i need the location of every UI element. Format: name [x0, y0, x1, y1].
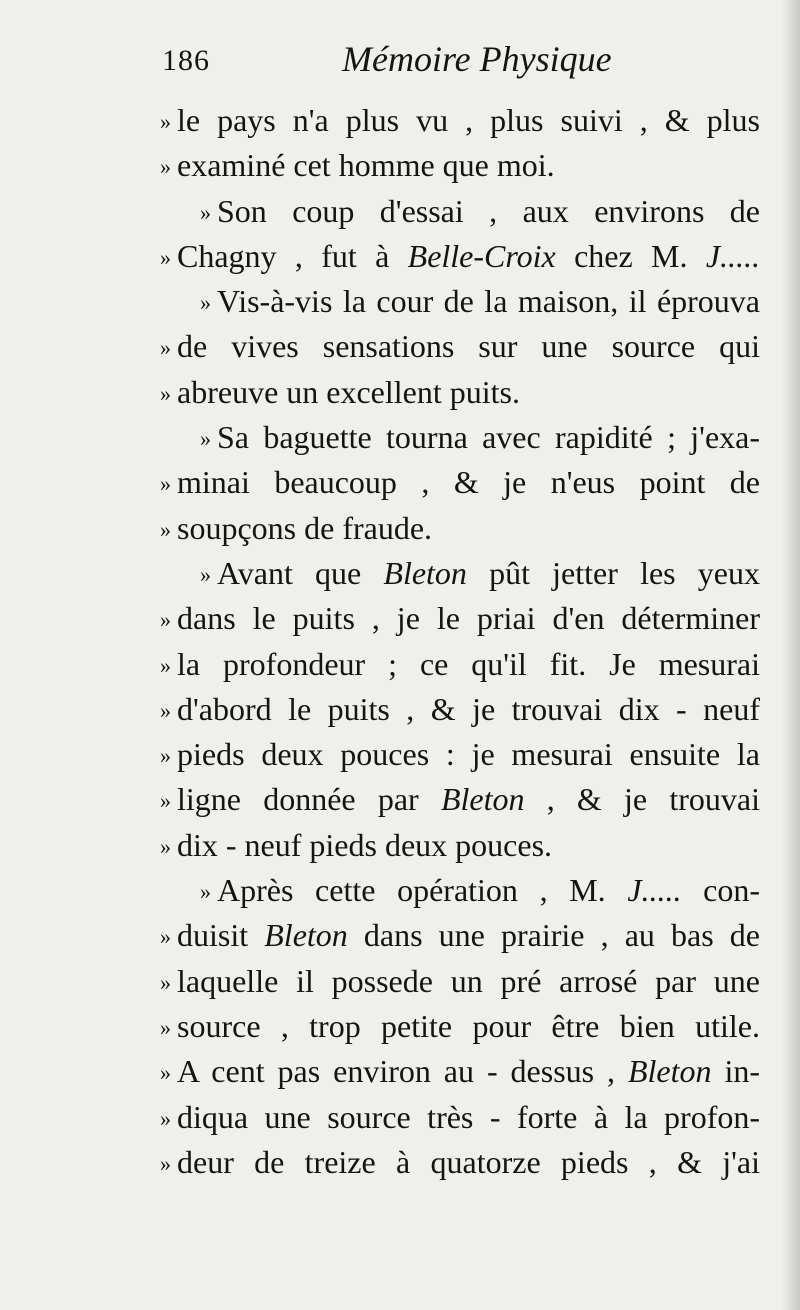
text-line — [160, 777, 760, 822]
quote-mark: » — [160, 1060, 171, 1086]
text-line — [160, 370, 760, 415]
text-line — [160, 415, 760, 460]
line-text: diqua une source très - forte à la profon- — [177, 1098, 760, 1135]
line-text: soupçons de fraude. — [177, 509, 433, 546]
text-line — [160, 1004, 760, 1049]
line-text: abreuve un excellent puits. — [177, 373, 520, 410]
line-text: Chagny , fut à — [177, 237, 408, 274]
quote-mark: » — [160, 1014, 171, 1040]
text-line — [160, 1095, 760, 1140]
quote-mark: » — [160, 109, 171, 134]
line-text: Bleton — [383, 554, 467, 591]
text-line — [160, 642, 760, 687]
line-text: Belle-Croix — [407, 237, 556, 274]
text-line — [160, 551, 760, 596]
text-line — [160, 98, 760, 143]
line-text: duisit — [177, 917, 265, 954]
quote-mark: » — [160, 833, 171, 859]
text-line — [160, 959, 760, 1004]
line-text: la profondeur ; ce qu'il fit. Je mesurai — [177, 645, 760, 682]
quote-mark: » — [160, 244, 171, 270]
text-line — [160, 868, 760, 913]
line-text: Sa baguette tourna avec rapidité ; j'exa- — [217, 419, 760, 456]
line-text: dans le puits , je le priai d'en déterminer — [177, 600, 760, 637]
quote-mark: » — [160, 1150, 171, 1176]
line-text: d'abord le puits , & je trouvai dix - neuf — [177, 690, 760, 727]
quote-mark: » — [160, 652, 171, 678]
quote-mark: » — [160, 743, 171, 769]
quote-mark: » — [200, 879, 211, 905]
line-text: pût jetter les yeux — [466, 554, 760, 591]
quote-mark: » — [160, 380, 171, 406]
page-number: 186 — [162, 44, 210, 77]
text-line — [160, 596, 760, 641]
line-text: J..... — [705, 237, 760, 274]
line-text: examiné cet homme que moi. — [177, 147, 555, 184]
text-line — [160, 823, 760, 868]
line-text: A cent pas environ au - dessus , — [177, 1053, 628, 1090]
text-line — [160, 1140, 760, 1185]
text-line — [160, 234, 760, 279]
text-line — [160, 189, 760, 234]
line-text: laquelle il possede un pré arrosé par une — [177, 962, 760, 999]
text-line — [160, 506, 760, 551]
text-line — [160, 460, 760, 505]
text-line — [160, 324, 760, 369]
quote-mark: » — [160, 607, 171, 633]
line-text: deur de treize à quatorze pieds , & j'ai — [177, 1143, 760, 1180]
text-line — [160, 687, 760, 732]
line-text: con- — [681, 872, 760, 909]
line-text: chez M. — [555, 237, 706, 274]
text-line — [160, 279, 760, 324]
quote-mark: » — [160, 471, 171, 497]
quote-mark: » — [160, 924, 171, 950]
text-line — [160, 143, 760, 188]
quote-mark: » — [200, 561, 211, 587]
line-text: Après cette opération , M. — [217, 872, 628, 909]
line-text: ligne donnée par — [177, 781, 441, 818]
line-text: , & je trouvai — [524, 781, 760, 818]
quote-mark: » — [200, 290, 211, 316]
text-line — [160, 1049, 760, 1094]
line-text: Bleton — [264, 917, 348, 954]
line-text: le pays n'a plus vu , plus suivi , & plus — [177, 102, 760, 138]
line-text: J..... — [627, 872, 682, 909]
line-text: source , trop petite pour être bien utile. — [177, 1007, 760, 1044]
line-text: Bleton — [440, 781, 525, 818]
text-line — [160, 913, 760, 958]
line-text: Son coup d'essai , aux environs de — [217, 192, 760, 229]
line-text: in- — [711, 1053, 760, 1090]
line-text: Avant que — [217, 554, 384, 591]
page-edge-shadow — [782, 0, 800, 1310]
quote-mark: » — [160, 697, 171, 723]
quote-mark: » — [160, 516, 171, 542]
line-text: minai beaucoup , & je n'eus point de — [177, 464, 760, 501]
running-title: Mémoire Physique — [342, 39, 612, 79]
line-text: dans une prairie , au bas de — [347, 917, 760, 954]
quote-mark: » — [200, 426, 211, 452]
page-header — [162, 38, 762, 98]
line-text: Bleton — [627, 1053, 712, 1090]
quote-mark: » — [160, 788, 171, 814]
text-line — [160, 732, 760, 777]
quote-mark: » — [160, 335, 171, 361]
body-text — [160, 98, 760, 1185]
quote-mark: » — [160, 154, 171, 180]
line-text: Vis-à-vis la cour de la maison, il éprouva — [217, 283, 760, 320]
line-text: dix - neuf pieds deux pouces. — [177, 826, 553, 863]
line-text: de vives sensations sur une source qui — [177, 328, 760, 365]
quote-mark: » — [160, 1105, 171, 1131]
quote-mark: » — [200, 199, 211, 225]
line-text: pieds deux pouces : je mesurai ensuite la — [177, 736, 760, 773]
quote-mark: » — [160, 969, 171, 995]
